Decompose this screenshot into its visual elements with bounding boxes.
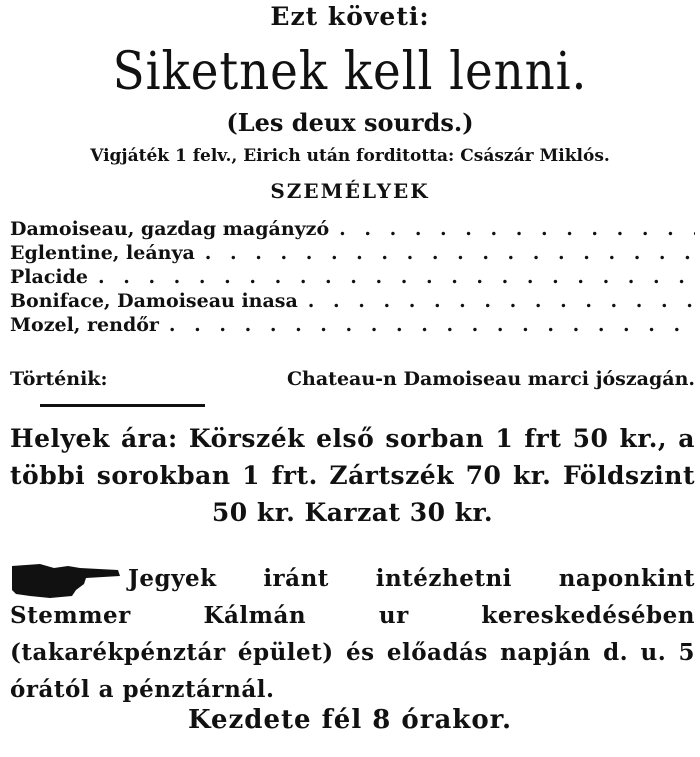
dot-leader bbox=[98, 266, 695, 288]
dot-leader bbox=[308, 290, 695, 312]
cast-role: Mozel, rendőr bbox=[10, 314, 159, 336]
cast-item bbox=[10, 266, 695, 290]
intro-line: Ezt követi: bbox=[270, 2, 430, 31]
ticket-info-text: Jegyek iránt intézhetni naponkint Stemmer Kálmán ur kereskedésében (takarékpénztár épület) és előadás napján d. u. 5 órától a pénztárnál. bbox=[10, 565, 695, 703]
start-time: Kezdete fél 8 órakor. bbox=[187, 705, 513, 735]
cast-role: Damoiseau, gazdag magányzó bbox=[10, 218, 330, 240]
play-title: Siketnek kell lenni. bbox=[112, 42, 588, 102]
dot-leader bbox=[205, 242, 695, 264]
original-title: (Les deux sourds.) bbox=[226, 108, 474, 137]
scene-text: Chateau-n Damoiseau marci jószagán. bbox=[286, 368, 695, 390]
divider-rule bbox=[40, 404, 205, 407]
cast-role: Boniface, Damoiseau inasa bbox=[10, 290, 298, 312]
cast-role: Placide bbox=[10, 266, 88, 288]
seat-prices: Helyek ára: Körszék első sorban 1 frt 50 kr., a többi sorokban 1 frt. Zártszék 70 kr. Földszint 50 kr. Karzat 30 kr. bbox=[10, 424, 695, 527]
ticket-info bbox=[10, 560, 695, 703]
cast-item bbox=[10, 290, 695, 314]
cast-item bbox=[10, 218, 695, 242]
cast-list bbox=[10, 218, 695, 338]
persons-heading: SZEMÉLYEK bbox=[270, 179, 430, 203]
cast-role: Eglentine, leánya bbox=[10, 242, 195, 264]
pointing-hand-icon bbox=[10, 560, 122, 600]
dot-leader bbox=[339, 218, 695, 240]
dot-leader bbox=[169, 314, 695, 336]
play-subtitle: Vigjáték 1 felv., Eirich után forditotta: Császár Miklós. bbox=[90, 146, 610, 166]
scene-line bbox=[10, 368, 695, 390]
scene-label: Történik: bbox=[10, 368, 108, 390]
cast-item bbox=[10, 242, 695, 266]
cast-item bbox=[10, 314, 695, 338]
